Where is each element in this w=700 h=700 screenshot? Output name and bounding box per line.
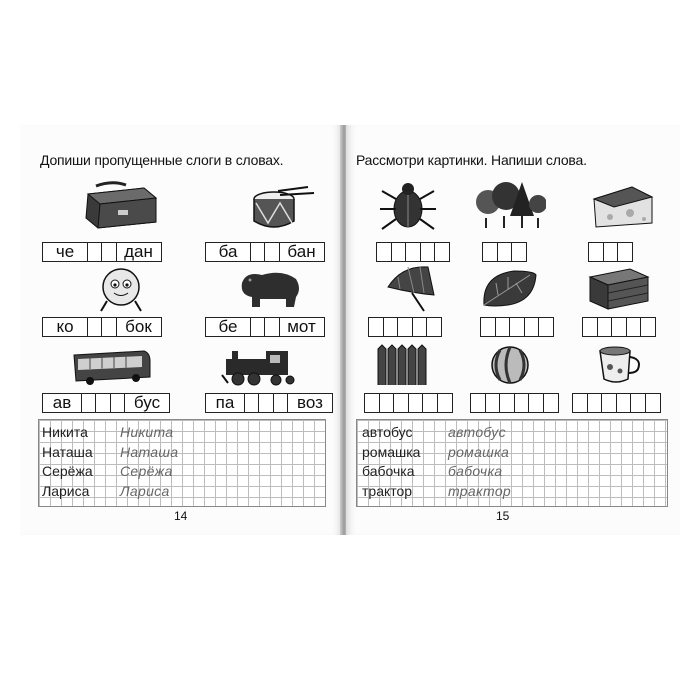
empty-letter-box[interactable] [543,393,559,413]
syllable-box: че [42,242,88,262]
copy-words-list [362,423,511,501]
sample-word: Серёжа [42,463,93,479]
page-number-left: 14 [174,509,188,523]
empty-letter-box[interactable] [437,393,453,413]
copy-row [362,443,511,463]
syllable-word-1 [42,242,160,262]
page-number-right: 15 [496,509,510,523]
empty-letter-box[interactable] [426,317,442,337]
cup-picture [594,343,646,387]
drum-picture [248,185,318,235]
syllable-word-5 [42,393,169,413]
empty-letter-box[interactable] [640,317,656,337]
sample-word: автобус [362,424,413,440]
trace-word: трактор [448,482,512,499]
open-workbook [20,125,680,535]
sample-word: Наташа [42,443,93,460]
answer-row-4 [368,317,441,337]
box-picture [586,265,652,311]
sample-word: трактор [362,482,413,499]
trace-word: Лариса [120,482,170,499]
trace-word: Наташа [120,443,179,460]
empty-letter-box[interactable] [511,242,527,262]
ball-picture [486,343,536,387]
beetle-picture [376,177,438,233]
umbrella-picture [384,263,440,313]
copy-row [42,423,178,443]
syllable-word-3 [42,317,160,337]
copy-names-list [42,423,178,501]
answer-row-3 [588,242,632,262]
cheese-picture [590,183,656,231]
leaf-picture [478,265,540,311]
syllable-box: бус [124,393,170,413]
hippo-picture [238,267,304,309]
copy-row [362,423,511,443]
copy-row [42,482,178,502]
syllable-word-4 [205,317,323,337]
syllable-box: ав [42,393,82,413]
trace-word: ромашка [448,443,510,460]
syllable-box: ба [205,242,251,262]
bus-picture [70,347,154,387]
sample-word: Никита [42,424,88,440]
answer-row-2 [482,242,526,262]
suitcase-picture [82,180,160,230]
empty-letter-box[interactable] [617,242,633,262]
fence-picture [376,343,432,387]
empty-letter-box[interactable] [538,317,554,337]
answer-row-7 [364,393,451,413]
empty-letter-box[interactable] [645,393,661,413]
copy-row [362,462,511,482]
syllable-word-6 [205,393,332,413]
syllable-box: бок [116,317,162,337]
trace-word: Никита [120,424,174,440]
trace-word: бабочка [448,463,503,479]
syllable-box: бан [279,242,325,262]
sample-word: Лариса [42,482,90,499]
answer-row-8 [470,393,557,413]
locomotive-picture [220,347,302,387]
trace-word: Серёжа [120,463,173,479]
copy-row [362,482,511,502]
syllable-box: ко [42,317,88,337]
copy-row [42,462,178,482]
syllable-word-2 [205,242,323,262]
right-page-title: Рассмотри картинки. Напиши слова. [356,152,587,168]
empty-letter-box[interactable] [434,242,450,262]
syllable-box: мот [279,317,325,337]
answer-row-5 [480,317,553,337]
forest-picture [476,180,546,232]
syllable-box: воз [287,393,333,413]
answer-row-9 [572,393,659,413]
sample-word: бабочка [362,463,415,479]
answer-row-1 [376,242,449,262]
syllable-box: бе [205,317,251,337]
bun-character-picture [95,265,149,315]
syllable-box: дан [116,242,162,262]
syllable-box: па [205,393,245,413]
copy-row [42,443,178,463]
answer-row-6 [582,317,655,337]
left-page [20,125,342,535]
left-page-title: Допиши пропущенные слоги в словах. [40,152,284,168]
right-page [346,125,680,535]
trace-word: автобус [448,424,506,440]
sample-word: ромашка [362,443,421,460]
